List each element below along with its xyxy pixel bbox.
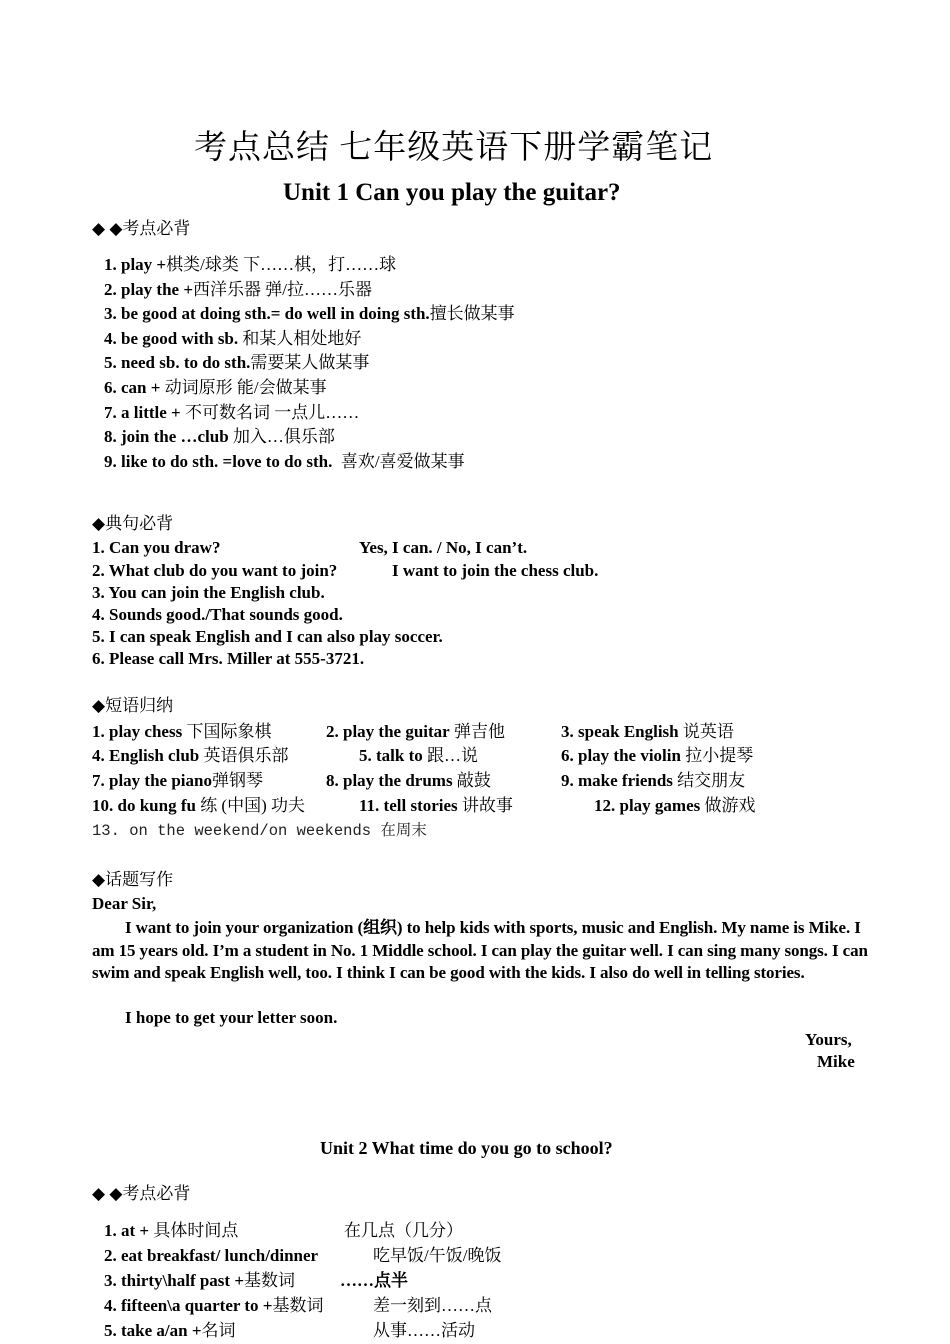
list-item: 2. eat breakfast/ lunch/dinner: [104, 1246, 319, 1265]
list-item: 7. a little + 不可数名词 一点儿……: [104, 403, 360, 422]
unit1-writing-heading: ◆话题写作: [92, 870, 174, 889]
letter-paragraph-closing: I hope to get your letter soon.: [125, 1008, 338, 1027]
unit2-title: Unit 2 What time do you go to school?: [320, 1138, 613, 1158]
phrase-item: 4. English club 英语俱乐部: [92, 746, 289, 765]
list-item: 1. at + 具体时间点: [104, 1221, 239, 1240]
sentence-answer: Yes, I can. / No, I can’t.: [359, 538, 528, 557]
unit2-kaodian-heading: ◆ ◆考点必背: [92, 1184, 191, 1203]
list-item: 2. play the +西洋乐器 弹/拉……乐器: [104, 280, 373, 299]
sentence-line: 4. Sounds good./That sounds good.: [92, 605, 343, 624]
sentence-line: 3. You can join the English club.: [92, 583, 325, 602]
phrase-item: 8. play the drums 敲鼓: [326, 771, 491, 790]
unit1-title: Unit 1 Can you play the guitar?: [283, 179, 621, 206]
phrase-item: 2. play the guitar 弹吉他: [326, 722, 505, 741]
letter-salutation: Dear Sir,: [92, 894, 157, 913]
letter-paragraph: I want to join your organization (组织) to help kids with sports, music and English. My name is Mike. I am 15 years old. I’m a student in No. 1 Middle school. I can play the guitar well. I can sing many songs. I can swim and speak English well, too. I think I can be good with the kids. I also do well in telling stories.: [92, 918, 868, 982]
phrase-item: 9. make friends 结交朋友: [561, 771, 746, 790]
list-item: 3. be good at doing sth.= do well in doing sth.擅长做某事: [104, 304, 515, 323]
letter-closing: Yours,: [805, 1030, 852, 1049]
list-item-translation: 差一刻到……点: [373, 1296, 492, 1315]
list-item-translation: ……点半: [340, 1271, 408, 1290]
sentence-line: 5. I can speak English and I can also play soccer.: [92, 627, 443, 646]
phrase-item: 10. do kung fu 练 (中国) 功夫: [92, 796, 306, 815]
phrase-item: 7. play the piano弹钢琴: [92, 771, 263, 790]
list-item-translation: 从事……活动: [373, 1321, 475, 1340]
list-item: 5. take a/an +名词: [104, 1321, 236, 1340]
unit1-sentences-heading: ◆典句必背: [92, 514, 174, 533]
phrase-item: 12. play games 做游戏: [594, 796, 756, 815]
phrase-item: 5. talk to 跟…说: [359, 746, 478, 765]
phrase-item-extra: 13. on the weekend/on weekends 在周末: [92, 822, 427, 840]
list-item: 4. fifteen\a quarter to +基数词: [104, 1296, 324, 1315]
list-item-translation: 在几点（几分）: [344, 1221, 463, 1240]
list-item: 1. play +棋类/球类 下……棋，打……球: [104, 255, 397, 274]
phrase-item: 11. tell stories 讲故事: [359, 796, 513, 815]
list-item: 4. be good with sb. 和某人相处地好: [104, 329, 362, 348]
list-item-translation: 吃早饭/午饭/晚饭: [373, 1246, 502, 1265]
list-item: 5. need sb. to do sth.需要某人做某事: [104, 353, 370, 372]
phrase-item: 1. play chess 下国际象棋: [92, 722, 272, 741]
list-item: 6. can + 动词原形 能/会做某事: [104, 378, 327, 397]
unit1-kaodian-heading: ◆ ◆考点必背: [92, 219, 191, 238]
list-item: 9. like to do sth. =love to do sth. 喜欢/喜爱做某事: [104, 452, 465, 471]
page-title: 考点总结 七年级英语下册学霸笔记: [194, 130, 714, 166]
letter-signature: Mike: [817, 1052, 855, 1071]
sentence-answer: I want to join the chess club.: [392, 561, 599, 580]
phrase-item: 6. play the violin 拉小提琴: [561, 746, 754, 765]
list-item: 3. thirty\half past +基数词: [104, 1271, 296, 1290]
sentence-line: 6. Please call Mrs. Miller at 555-3721.: [92, 649, 365, 668]
sentence-line: 2. What club do you want to join?: [92, 561, 338, 580]
list-item: 8. join the …club 加入…俱乐部: [104, 427, 335, 446]
unit1-phrases-heading: ◆短语归纳: [92, 696, 174, 715]
sentence-line: 1. Can you draw?: [92, 538, 221, 557]
phrase-item: 3. speak English 说英语: [561, 722, 734, 741]
